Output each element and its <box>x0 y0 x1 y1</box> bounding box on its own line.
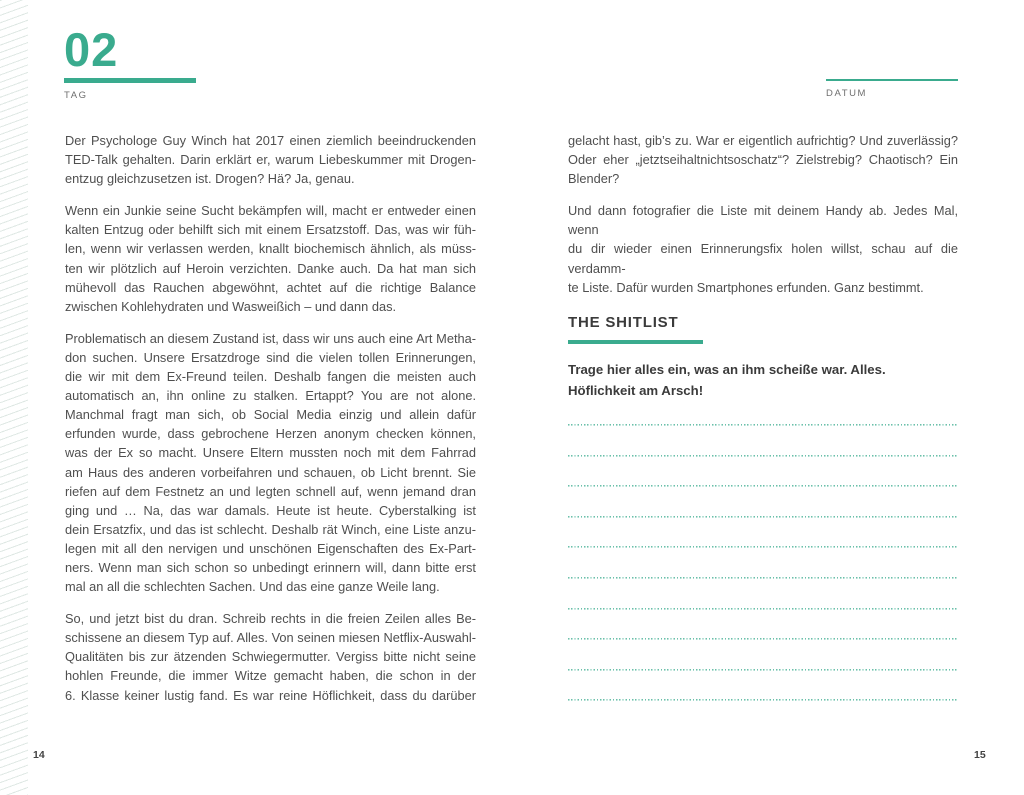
text-line: ten wir plötzlich auf Heroin verzichten. Danke auch. Da hat man sich <box>65 260 476 276</box>
text-line: te Liste. Dafür wurden Smartphones erfunden. Ganz bestimmt. <box>568 279 924 295</box>
text-line: ging und … Na, das war damals. Heute ist heute. Cyberstalking ist <box>65 502 476 518</box>
write-line <box>568 424 958 455</box>
page-edge-stripe-pattern <box>0 0 28 795</box>
right-text-column <box>568 131 958 297</box>
date-label: DATUM <box>826 88 868 99</box>
text-line: 6. Klasse keiner lustig fand. Es war reine Höflichkeit, dass du darüber <box>65 687 476 703</box>
text-line: legen mit all den nervigen und unschönen Eigenschaften des Ex-Part- <box>65 540 476 556</box>
text-line: Blender? <box>568 171 620 187</box>
text-line: mühevoll das Rauchen abgewöhnt, achtet auf die richtige Balance <box>65 279 476 295</box>
text-line: ners. Wenn man sich schon so unbedingt erinnern will, dann bitte erst <box>65 559 476 575</box>
text-line: was der Ex so macht. Unsere Eltern mussten noch mit dem Fahrrad <box>65 445 476 461</box>
shitlist-intro-line: Trage hier alles ein, was an ihm scheiße war. Alles. <box>568 362 886 377</box>
date-header <box>826 79 958 99</box>
day-label: TAG <box>64 90 88 102</box>
day-underline <box>64 78 196 83</box>
text-line: Oder eher „jetztseihaltnichtsoschatz“? Zielstrebig? Chaotisch? Ein <box>568 152 958 168</box>
write-line <box>568 455 958 486</box>
shitlist-underline <box>568 340 703 344</box>
text-line: Manchmal fragt man sich, ob Social Media einzig und allein dafür <box>65 407 476 423</box>
text-line: Qualitäten bis zur ätzenden Schwiegermutter. Vergiss bitte nicht seine <box>65 649 476 665</box>
shitlist-heading: THE SHITLIST <box>568 314 679 331</box>
text-line: zwischen Kohlehydraten und Wasweißich – und dann das. <box>65 298 397 314</box>
text-line: riefen auf dem Festnetz an und legten schnell auf, wenn jemand dran <box>65 483 476 499</box>
text-line: Und dann fotografier die Liste mit deinem Handy ab. Jedes Mal, wenn <box>568 203 958 238</box>
text-line: So, und jetzt bist du dran. Schreib rechts in die freien Zeilen alles Be- <box>65 611 476 627</box>
write-line <box>568 577 958 608</box>
paragraph <box>65 201 476 316</box>
paragraph <box>568 201 958 296</box>
write-line <box>568 638 958 669</box>
write-line <box>568 546 958 577</box>
text-line: len, wenn wir verlassen werden, knallt biochemisch ähnlich, als müss- <box>65 241 476 257</box>
write-line <box>568 669 958 700</box>
day-number: 02 <box>64 23 119 76</box>
paragraph <box>65 329 476 596</box>
write-line <box>568 699 958 730</box>
text-line: am Haus des anderen vorbeifahren und schauen, ob Licht brennt. Sie <box>65 464 476 480</box>
text-line: du dir wieder einen Erinnerungsfix holen willst, schau auf die verdamm- <box>568 241 958 276</box>
text-line: erfunden wurde, dass gebrochene Herzen anonym checken können, <box>65 426 476 442</box>
paragraph <box>65 609 476 704</box>
text-line: entzug gleichzusetzen ist. Drogen? Hä? Ja, genau. <box>65 171 355 187</box>
write-line <box>568 608 958 639</box>
write-line <box>568 516 958 547</box>
write-line <box>568 485 958 516</box>
text-line: Der Psychologe Guy Winch hat 2017 einen ziemlich beeindruckenden <box>65 133 476 148</box>
text-line: Problematisch an diesem Zustand ist, dass wir uns auch eine Art Metha- <box>65 330 476 346</box>
page-number-right: 15 <box>974 749 986 761</box>
left-text-column <box>65 131 476 705</box>
text-line: kalten Entzug oder behilft sich mit einem Ersatzstoff. Das, was wir füh- <box>65 222 476 238</box>
text-line: mal an all die schlechten Sachen. Und das eine ganze Weile lang. <box>65 579 440 595</box>
text-line: schissene an diesem Typ auf. Alles. Von seinen miesen Netflix-Auswahl- <box>65 630 476 646</box>
text-line: dein Ersatzfix, und das ist schlecht. Deshalb rät Winch, eine Liste anzu- <box>65 521 476 537</box>
shitlist-section <box>568 314 958 401</box>
paragraph <box>65 131 476 188</box>
page-number-left: 14 <box>33 749 45 761</box>
text-line: gelacht hast, gib’s zu. War er eigentlich aufrichtig? Und zuverlässig? <box>568 133 958 148</box>
text-line: don suchen. Unsere Ersatzdroge sind die vielen tollen Erinnerungen, <box>65 349 476 365</box>
text-line: Wenn ein Junkie seine Sucht bekämpfen will, macht er entweder einen <box>65 203 476 219</box>
text-line: automatisch an, ihn online zu stalken. Ertappt? You are not alone. <box>65 388 476 404</box>
shitlist-intro-line: Höflichkeit am Arsch! <box>568 383 704 398</box>
text-line: hohlen Freunde, die immer Witze gemacht haben, die schon in der <box>65 668 476 684</box>
day-header <box>64 25 196 101</box>
date-fill-in-line <box>826 79 958 81</box>
text-line: die wir mit dem Ex-Freund teilen. Deshalb fangen die meisten auch <box>65 369 476 385</box>
text-line: TED-Talk gehalten. Darin erklärt er, warum Liebeskummer mit Drogen- <box>65 152 476 168</box>
paragraph <box>568 131 958 188</box>
shitlist-intro <box>568 359 958 401</box>
write-lines <box>568 424 958 730</box>
